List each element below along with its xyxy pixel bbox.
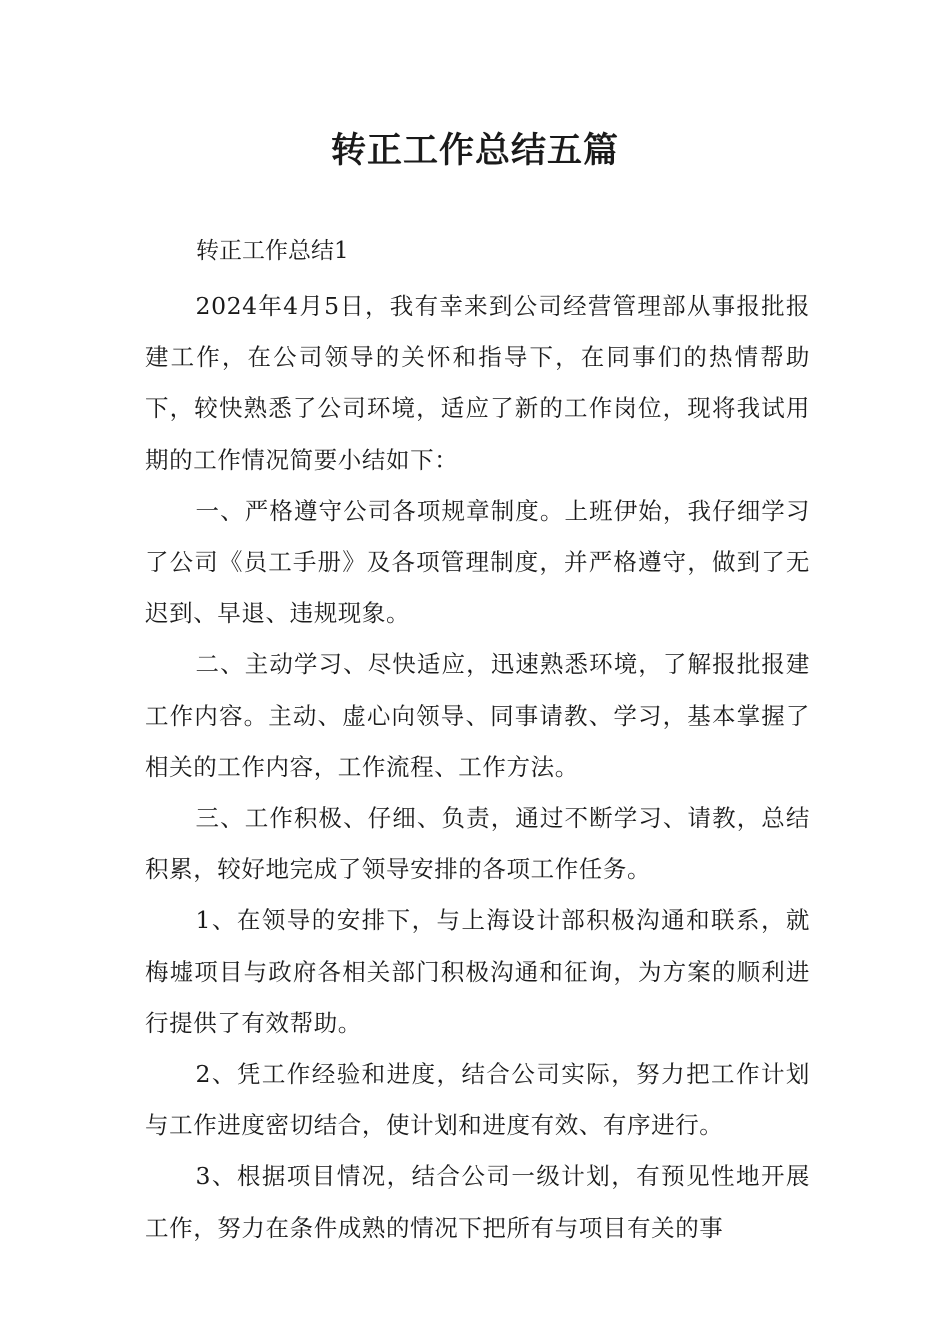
paragraph: 3、根据项目情况，结合公司一级计划，有预见性地开展工作，努力在条件成熟的情况下把所有与项目有关的事 xyxy=(145,1162,810,1242)
section-heading: 转正工作总结1 xyxy=(196,238,349,264)
paragraph: 二、主动学习、尽快适应，迅速熟悉环境，了解报批报建工作内容。主动、虚心向领导、同事请教、学习，基本掌握了相关的工作内容，工作流程、工作方法。 xyxy=(145,650,810,781)
document-body xyxy=(145,281,810,1254)
paragraph: 1、在领导的安排下，与上海设计部积极沟通和联系，就梅墟项目与政府各相关部门积极沟通和征询，为方案的顺利进行提供了有效帮助。 xyxy=(145,906,810,1037)
document-title: 转正工作总结五篇 xyxy=(330,130,619,171)
paragraph: 2、凭工作经验和进度，结合公司实际，努力把工作计划与工作进度密切结合，使计划和进度有效、有序进行。 xyxy=(145,1060,810,1140)
paragraph: 三、工作积极、仔细、负责，通过不断学习、请教，总结积累，较好地完成了领导安排的各项工作任务。 xyxy=(145,804,810,884)
paragraph: 2024年4月5日，我有幸来到公司经营管理部从事报批报建工作，在公司领导的关怀和指导下，在同事们的热情帮助下，较快熟悉了公司环境，适应了新的工作岗位，现将我试用期的工作情况简要小结如下： xyxy=(145,292,810,474)
paragraph: 一、严格遵守公司各项规章制度。上班伊始，我仔细学习了公司《员工手册》及各项管理制度，并严格遵守，做到了无迟到、早退、违规现象。 xyxy=(145,496,810,628)
